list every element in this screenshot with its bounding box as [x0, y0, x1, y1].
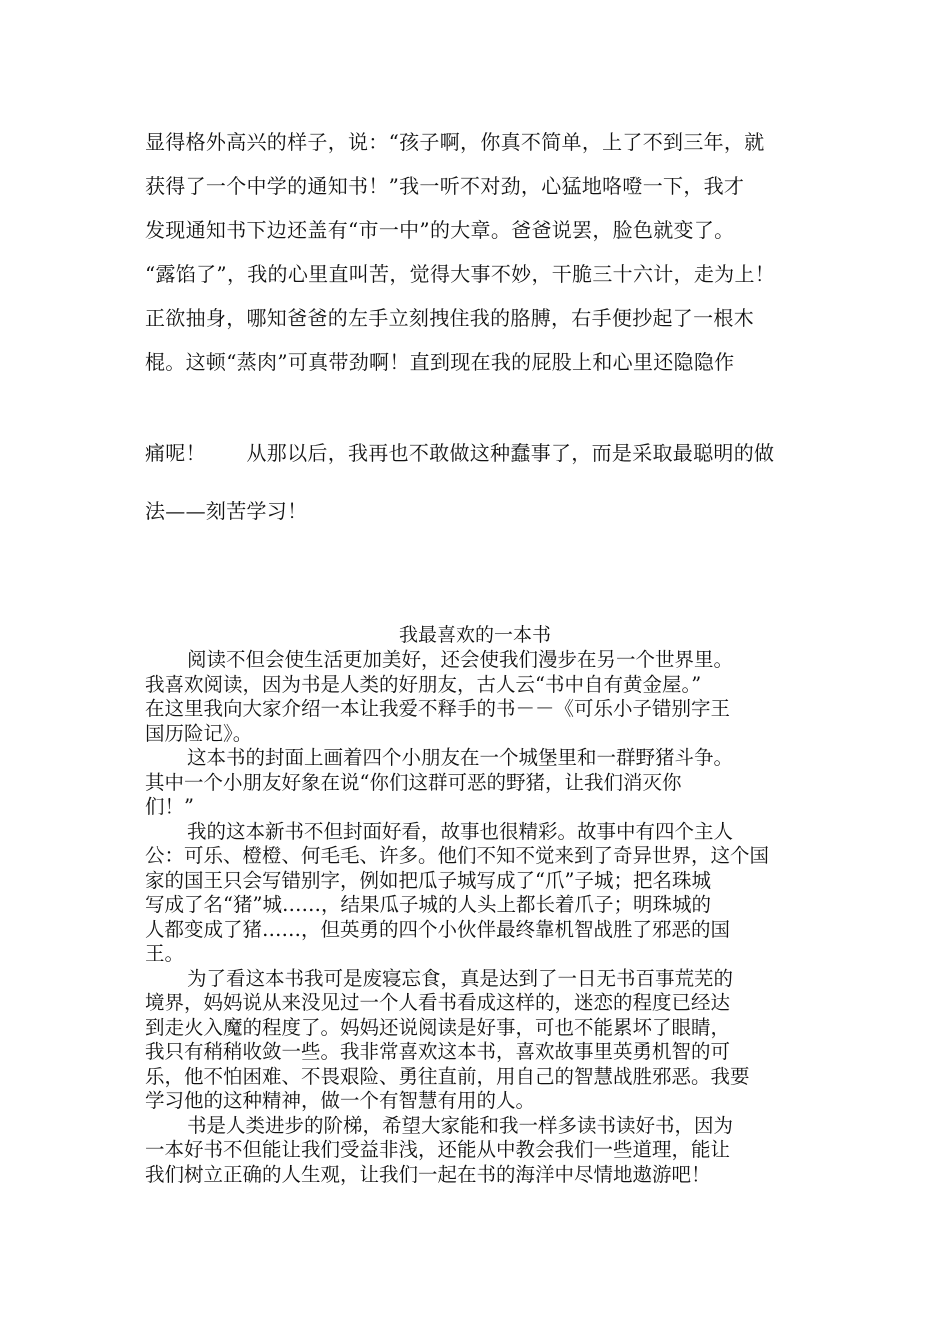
story-text-line: 棍。这顿“蒸肉”可真带劲啊！直到现在我的屁股上和心里还隐隐作 — [145, 350, 735, 374]
essay-line: 一本好书不但能让我们受益非浅，还能从中教会我们一些道理，能让 — [145, 1138, 731, 1161]
essay-line: 书是人类进步的阶梯，希望大家能和我一样多读书读好书，因为 — [187, 1113, 734, 1137]
essay-line: 王。 — [145, 942, 185, 965]
essay-line: 到走火入魔的程度了。妈妈还说阅读是好事，可也不能累坏了眼睛， — [145, 1015, 731, 1039]
essay-line: 其中一个小朋友好象在说“你们这群可恶的野猪，让我们消灭你 — [145, 770, 682, 794]
story-text-line: 痛呢！ 从那以后，我再也不敢做这种蠢事了，而是采取最聪明的做 — [145, 441, 775, 465]
essay-line: 我的这本新书不但封面好看，故事也很精彩。故事中有四个主人 — [187, 819, 734, 843]
essay-line: 我们树立正确的人生观，让我们一起在书的海洋中尽情地遨游吧！ — [145, 1162, 711, 1186]
essay-line: 阅读不但会使生活更加美好，还会使我们漫步在另一个世界里。 — [187, 648, 734, 671]
essay-title: 我最喜欢的一本书 — [398, 624, 551, 646]
story-ending-section — [145, 120, 835, 540]
essay-line: 境界，妈妈说从来没见过一个人看书看成这样的，迷恋的程度已经达 — [145, 991, 731, 1014]
essay-section — [145, 622, 825, 1187]
essay-line: 这本书的封面上画着四个小朋友在一个城堡里和一群野猪斗争。 — [187, 746, 734, 769]
essay-line: 们！” — [145, 795, 194, 818]
essay-line: 乐，他不怕困难、不畏艰险、勇往直前，用自己的智慧战胜邪恶。我要 — [145, 1064, 750, 1088]
essay-line: 为了看这本书我可是废寝忘食，真是达到了一日无书百事荒芜的 — [187, 966, 734, 990]
essay-line: 人都变成了猪……，但英勇的四个小伙伴最终靠机智战胜了邪恶的国 — [145, 917, 731, 941]
story-text-line: “露馅了”，我的心里直叫苦，觉得大事不妙，干脆三十六计，走为上！ — [145, 262, 776, 286]
essay-line: 我只有稍稍收敛一些。我非常喜欢这本书，喜欢故事里英勇机智的可 — [145, 1040, 731, 1063]
story-text-line: 发现通知书下边还盖有“市一中”的大章。爸爸说罢，脸色就变了。 — [145, 218, 735, 242]
essay-line: 我喜欢阅读，因为书是人类的好朋友，古人云“书中自有黄金屋。” — [145, 672, 702, 696]
story-text-line: 获得了一个中学的通知书！”我一听不对劲，心猛地咯噔一下，我才 — [145, 174, 745, 198]
essay-line: 家的国王只会写错别字，例如把瓜子城写成了“爪”子城；把名珠城 — [145, 868, 711, 892]
story-text-line: 法——刻苦学习！ — [145, 499, 308, 523]
story-text-line: 显得格外高兴的样子，说：“孩子啊，你真不简单，上了不到三年，就 — [145, 130, 765, 154]
essay-line: 国历险记》。 — [145, 721, 253, 745]
essay-line: 在这里我向大家介绍一本让我爱不释手的书－－《可乐小子错别字王 — [145, 697, 731, 720]
essay-line: 写成了名“猪”城……，结果瓜子城的人头上都长着爪子；明珠城的 — [145, 893, 711, 916]
story-text-line: 正欲抽身，哪知爸爸的左手立刻拽住我的胳膊，右手便抄起了一根木 — [145, 306, 754, 330]
essay-line: 学习他的这种精神，做一个有智慧有用的人。 — [145, 1089, 536, 1112]
story-conclusion — [145, 424, 835, 540]
essay-line: 公：可乐、橙橙、何毛毛、许多。他们不知不觉来到了奇异世界，这个国 — [145, 844, 770, 867]
